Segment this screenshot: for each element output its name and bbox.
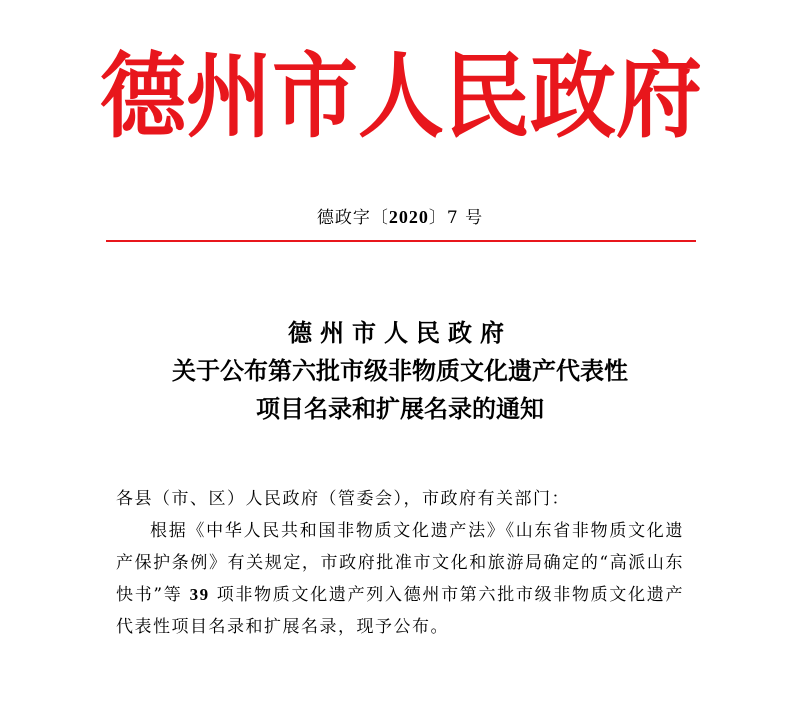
title-line-1: 德州市人民政府: [288, 319, 512, 347]
document-number: [0, 203, 800, 232]
masthead-char-3: 市: [272, 41, 358, 151]
paragraph-item-count: 39: [189, 585, 210, 604]
masthead-char-4: 人: [358, 41, 444, 151]
masthead-char-7: 府: [616, 41, 702, 151]
addressee-line: 各县（市、区）人民政府（管委会），市政府有关部门：: [116, 489, 570, 509]
title-line-3: 项目名录和扩展名录的通知: [256, 395, 544, 423]
doc-number-prefix: 德政字〔: [316, 208, 389, 228]
masthead-char-1: 德: [100, 41, 186, 151]
body-paragraph: [116, 515, 684, 643]
red-divider-line: [106, 240, 696, 242]
masthead-char-6: 政: [530, 41, 616, 151]
masthead-char-5: 民: [444, 41, 530, 151]
masthead-title: [100, 42, 700, 152]
paragraph-text-part-1: 根据《中华人民共和国非物质文化遗产法》《山东省非物质文化遗产保护条例》有关规定，市政府批准市文化和旅游局确定的“高派山东快书”等: [116, 521, 684, 605]
doc-number-year: 2020: [388, 207, 429, 227]
notice-title: [0, 314, 800, 428]
title-line-2: 关于公布第六批市级非物质文化遗产代表性: [172, 357, 628, 385]
paragraph-text-part-2: 项非物质文化遗产列入德州市第六批市级非物质文化遗产代表性项目名录和扩展名录，现予公布。: [116, 585, 684, 637]
masthead-char-2: 州: [186, 41, 272, 151]
doc-number-suffix: 〕7 号: [428, 208, 484, 228]
notice-body: [116, 483, 684, 643]
